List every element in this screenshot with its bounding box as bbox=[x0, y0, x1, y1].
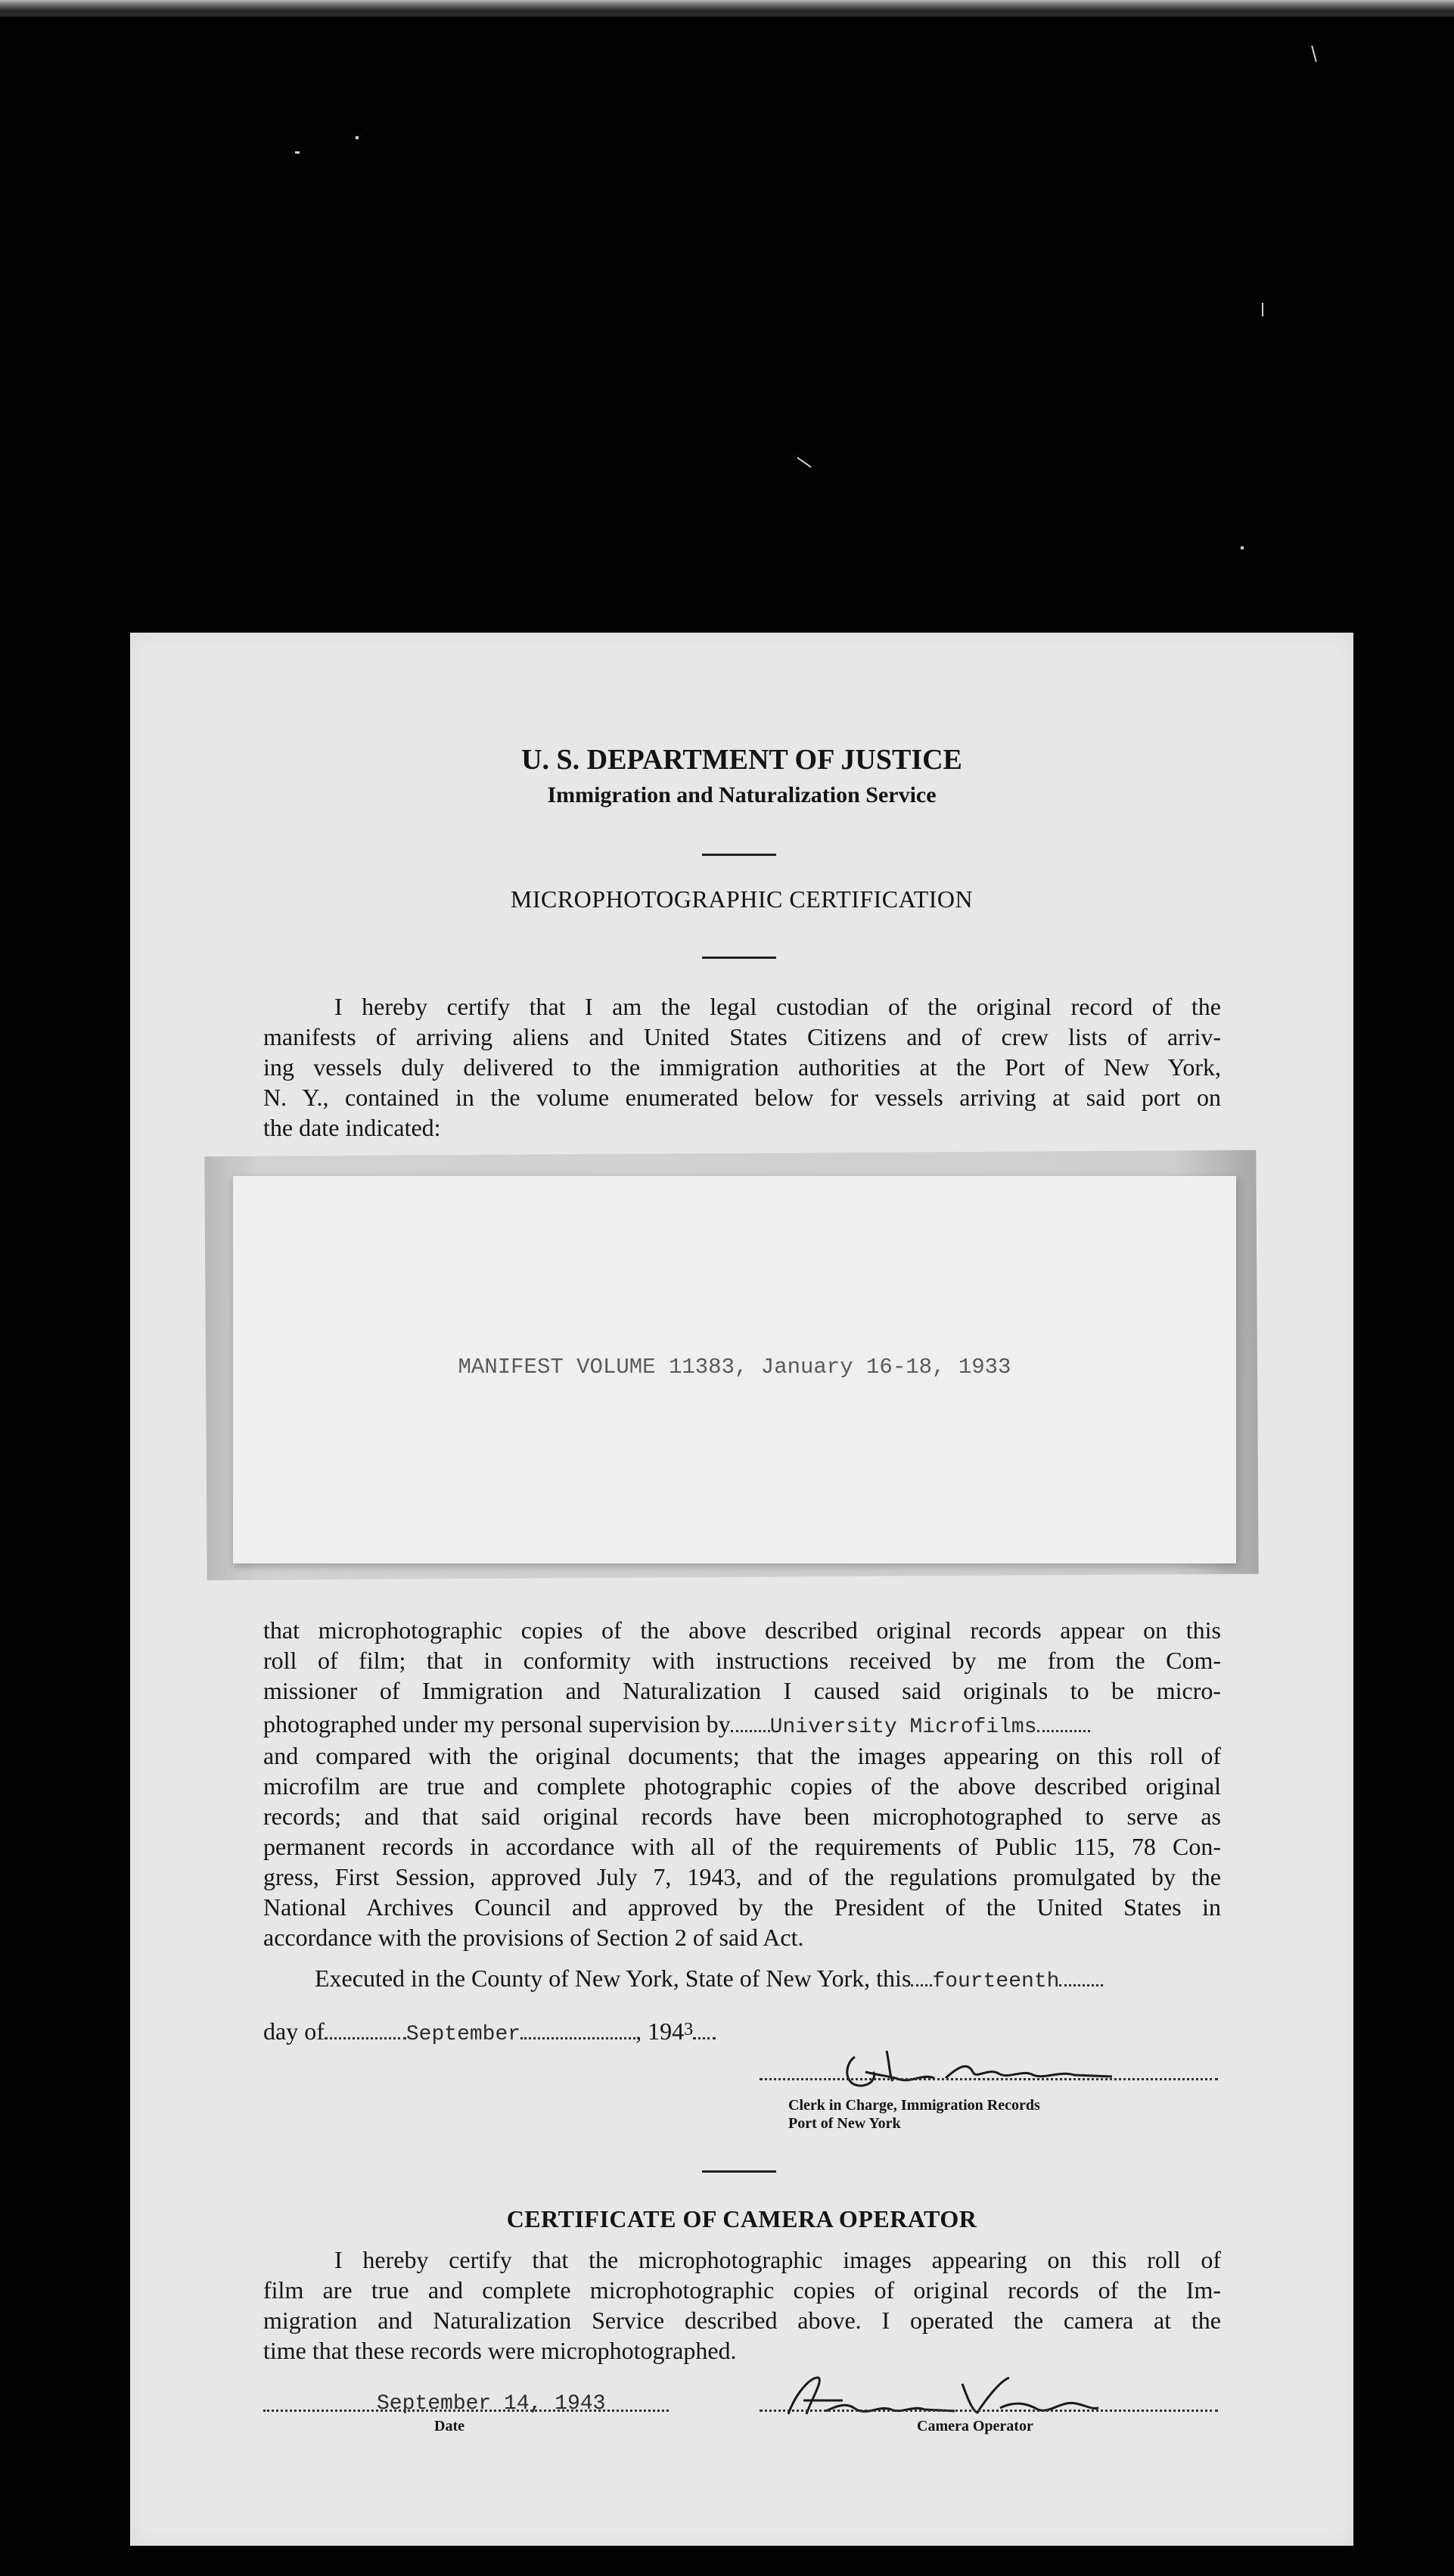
film-edge bbox=[0, 0, 1454, 12]
body-line: microfilm are true and complete photographic copies of the above described original bbox=[263, 1772, 1221, 1800]
manifest-volume: MANIFEST VOLUME 11383, January 16-18, 1933 bbox=[458, 1355, 1011, 1380]
camera-paragraph bbox=[263, 2245, 1221, 2366]
dust-speck bbox=[1262, 303, 1263, 316]
body-line: that microphotographic copies of the above described original records appear on this bbox=[263, 1616, 1221, 1644]
dust-speck bbox=[1311, 45, 1317, 62]
day-of-year-digit: 3 bbox=[684, 2020, 694, 2039]
body-line: gress, First Session, approved July 7, 1943, and of the regulations promulgated by the bbox=[263, 1863, 1221, 1890]
dust-speck bbox=[797, 457, 811, 468]
executed-line bbox=[315, 1965, 1103, 1993]
camera-line: time that these records were microphotographed. bbox=[263, 2337, 737, 2364]
camera-section-title: CERTIFICATE OF CAMERA OPERATOR bbox=[506, 2205, 977, 2232]
supervision-prefix: photographed under my personal supervision by bbox=[263, 1710, 731, 1738]
executed-day: fourteenth bbox=[932, 1970, 1060, 1993]
body-paragraph bbox=[263, 1615, 1221, 1706]
intro-line: ing vessels duly delivered to the immigration authorities at the Port of New York, bbox=[263, 1053, 1221, 1081]
dust-speck bbox=[1241, 546, 1244, 549]
dust-speck bbox=[356, 136, 359, 139]
certificate-page bbox=[130, 633, 1353, 2546]
certification-title: MICROPHOTOGRAPHIC CERTIFICATION bbox=[510, 885, 974, 913]
camera-line: I hereby certify that the microphotographic images appearing on this roll of bbox=[334, 2246, 1221, 2273]
camera-operator-line bbox=[760, 2410, 1218, 2412]
body-line: permanent records in accordance with all of the requirements of Public 115, 78 Con- bbox=[263, 1833, 1221, 1860]
executed-prefix: Executed in the County of New York, State of New York, this bbox=[315, 1965, 912, 1992]
camera-date-value: September 14, 1943 bbox=[377, 2392, 606, 2416]
intro-line: the date indicated: bbox=[263, 1114, 441, 1141]
day-of-month: September bbox=[405, 2023, 521, 2046]
supervision-line bbox=[263, 1710, 1090, 1739]
divider bbox=[702, 854, 776, 856]
clerk-title: Clerk in Charge, Immigration Records bbox=[788, 2097, 1040, 2114]
manifest-card bbox=[233, 1176, 1236, 1563]
supervision-value: University Microfilms bbox=[769, 1716, 1037, 1739]
clerk-signature bbox=[840, 2034, 1127, 2102]
intro-line: N. Y., contained in the volume enumerated below for vessels arriving at said port on bbox=[263, 1084, 1221, 1111]
camera-line: film are true and complete microphotographic copies of original records of the Im- bbox=[263, 2276, 1221, 2304]
intro-line: manifests of arriving aliens and United States Citizens and of crew lists of arriv- bbox=[263, 1023, 1221, 1050]
body-line: accordance with the provisions of Section 2 of said Act. bbox=[263, 1924, 804, 1951]
clerk-port: Port of New York bbox=[788, 2115, 901, 2132]
camera-operator-label: Camera Operator bbox=[917, 2418, 1033, 2434]
body-line: National Archives Council and approved by the President of the United States in bbox=[263, 1893, 1221, 1921]
intro-paragraph bbox=[263, 991, 1221, 1143]
divider bbox=[702, 957, 776, 959]
day-of-line bbox=[263, 2018, 716, 2046]
body-line: missioner of Immigration and Naturalization I caused said originals to be micro- bbox=[263, 1677, 1221, 1704]
body-line: roll of film; that in conformity with instructions received by me from the Com- bbox=[263, 1647, 1221, 1674]
camera-line: migration and Naturalization Service described above. I operated the camera at the bbox=[263, 2307, 1221, 2334]
body-line: and compared with the original documents; that the images appearing on this roll of bbox=[263, 1742, 1221, 1769]
divider bbox=[702, 2170, 776, 2173]
day-of-label: day of bbox=[263, 2018, 325, 2045]
day-of-year-prefix: , 194 bbox=[635, 2018, 685, 2045]
camera-operator-signature bbox=[773, 2370, 1106, 2423]
dust-speck bbox=[295, 151, 300, 154]
film-edge-shadow bbox=[0, 12, 1454, 17]
camera-date-line bbox=[263, 2410, 669, 2412]
intro-line: I hereby certify that I am the legal custodian of the original record of the bbox=[334, 993, 1221, 1020]
clerk-signature-line bbox=[760, 2078, 1218, 2080]
camera-date-label: Date bbox=[434, 2418, 464, 2434]
body-paragraph-2 bbox=[263, 1741, 1221, 1952]
department-title: U. S. DEPARTMENT OF JUSTICE bbox=[521, 744, 962, 776]
body-line: records; and that said original records have been microphotographed to serve as bbox=[263, 1803, 1221, 1830]
service-subtitle: Immigration and Naturalization Service bbox=[547, 782, 937, 807]
